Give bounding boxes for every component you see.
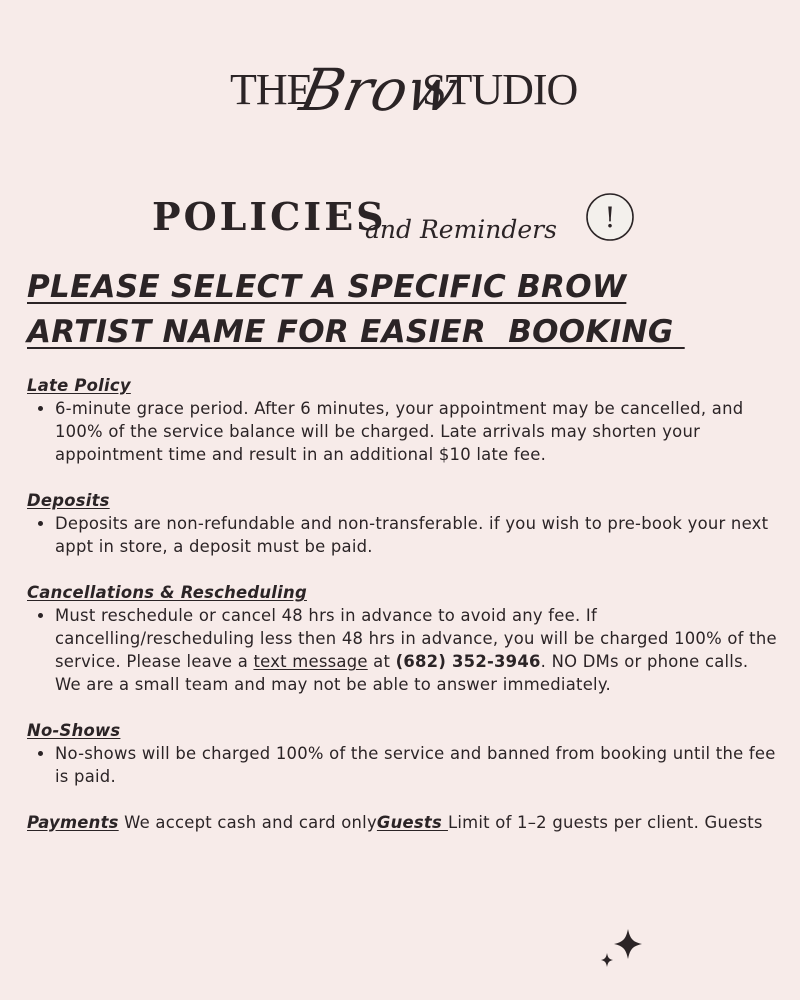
booking-headline: PLEASE SELECT A SPECIFIC BROW ARTIST NAME FOR EASIER BOOKING — [27, 269, 674, 350]
payments-title: Payments — [27, 813, 119, 832]
guests-title: Guests — [376, 813, 448, 832]
payments-guests-line — [27, 811, 777, 834]
cancellations-text-before: Must reschedule or cancel 48 hrs in advance to avoid any fee. If cancelling/rescheduling less then 48 hrs in advance, you will be charged 100% of the service. Please leave a — [55, 606, 777, 671]
late-policy-section — [27, 374, 777, 466]
brand-logo — [0, 52, 800, 132]
deposits-list — [27, 512, 777, 558]
deposits-title: Deposits — [27, 491, 110, 510]
exclamation-circle-icon — [587, 194, 633, 240]
logo-text-script: Brow — [294, 56, 464, 124]
logo-text-studio: STUDIO — [422, 65, 578, 114]
cancellations-list — [27, 604, 777, 696]
text-message-link[interactable]: text message — [253, 652, 368, 671]
policies-title: POLICIES — [152, 194, 387, 239]
cancellations-text-after: . NO DMs or phone calls. We are a small team and may not be able to answer immediately. — [55, 652, 749, 694]
deposits-item: • Deposits are non-refundable and non-transferable. if you wish to pre-book your next appt in store, a deposit must be paid. — [55, 512, 777, 558]
cancellations-section — [27, 581, 777, 696]
late-policy-item: • 6-minute grace period. After 6 minutes, your appointment may be cancelled, and 100% of the service balance will be charged. Late arrivals may shorten your appointment time and result in an additional $10 late fee. — [55, 397, 777, 466]
payments-text: We accept cash and card only — [118, 813, 377, 832]
noshows-section — [27, 719, 777, 788]
noshows-title: No-Shows — [27, 721, 121, 740]
reminders-script: and Reminders — [365, 215, 557, 244]
policy-content — [27, 374, 777, 834]
alert-glyph: ! — [604, 201, 616, 234]
sparkle-icon — [595, 925, 655, 975]
cancellations-text-mid: at — [367, 652, 396, 671]
cancellations-item — [55, 604, 777, 696]
guests-text: Limit of 1–2 guests per client. Guests — [447, 813, 763, 832]
policies-heading — [150, 188, 650, 258]
logo-text-the: THE — [230, 65, 313, 114]
late-policy-title: Late Policy — [27, 376, 131, 395]
deposits-section — [27, 489, 777, 558]
phone-number[interactable]: (682) 352-3946 — [395, 652, 541, 671]
noshows-list — [27, 742, 777, 788]
noshows-item: • No-shows will be charged 100% of the service and banned from booking until the fee is paid. — [55, 742, 777, 788]
cancellations-title: Cancellations & Rescheduling — [27, 583, 307, 602]
late-policy-list — [27, 397, 777, 466]
